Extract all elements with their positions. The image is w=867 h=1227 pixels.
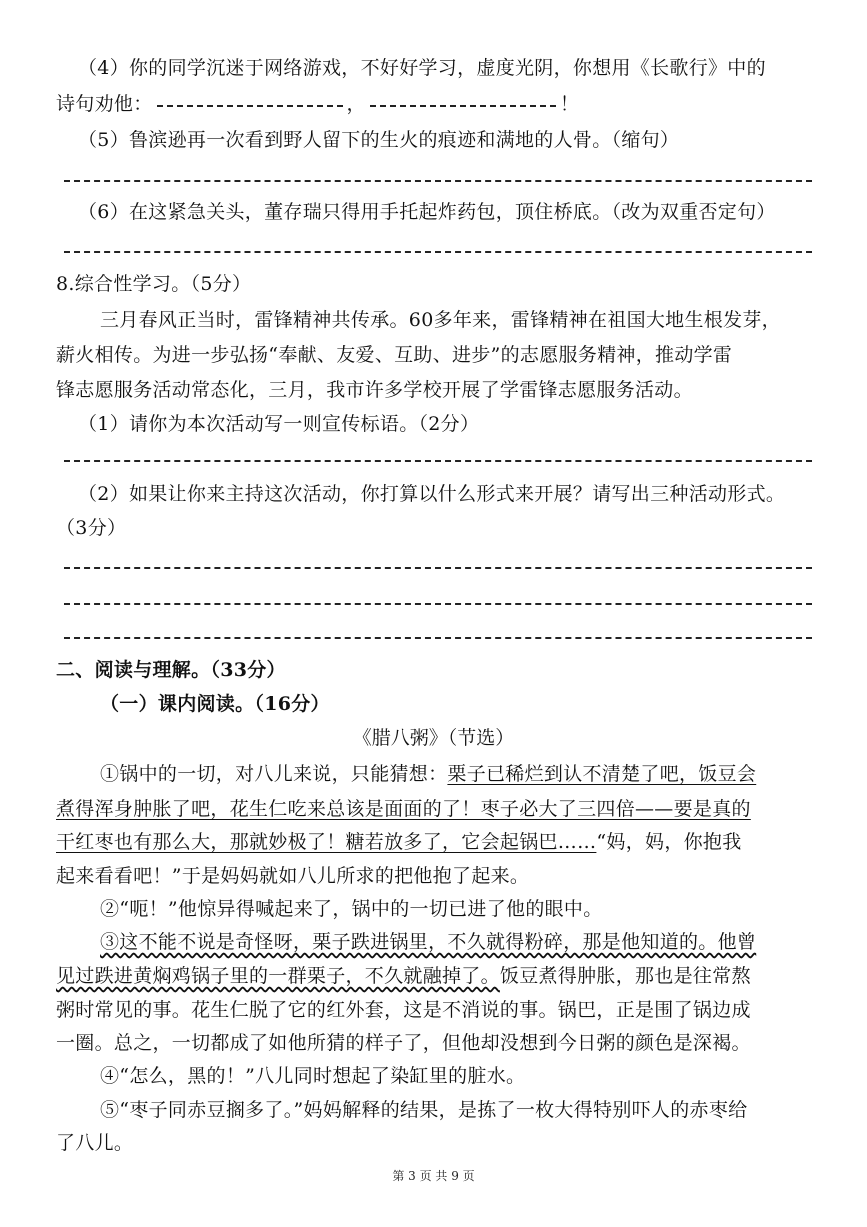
passage-p1-line3 — [56, 828, 742, 856]
passage-title: 《腊八粥》（节选） — [352, 727, 515, 749]
answer-blank[interactable] — [370, 103, 556, 107]
answer-line[interactable] — [64, 180, 812, 182]
passage-p2: ②“呃！”他惊异得喊起来了，锅中的一切已进了他的眼中。 — [100, 898, 603, 920]
answer-line[interactable] — [64, 251, 812, 253]
q8-sub1: （1）请你为本次活动写一则宣传标语。（2分） — [78, 413, 480, 435]
passage-p3-line2 — [56, 962, 751, 990]
answer-line[interactable] — [64, 460, 812, 462]
q7-item4-comma: ， — [346, 93, 366, 115]
answer-line[interactable] — [64, 567, 812, 569]
q7-item5: （5）鲁滨逊再一次看到野人留下的生火的痕迹和满地的人骨。（缩句） — [78, 129, 680, 151]
passage-text: ①锅中的一切，对八儿来说，只能猜想： — [100, 763, 448, 785]
wavy-underlined-text: 见过跌进黄焖鸡锅子里的一群栗子，不久就融掉了。 — [56, 965, 500, 987]
passage-text: “妈，妈，你抱我 — [596, 831, 742, 853]
passage-p3-line3: 粥时常见的事。花生仁脱了它的红外套，这是不消说的事。锅巴，正是围了锅边成 — [56, 999, 751, 1021]
q8-intro-line3: 锋志愿服务活动常态化，三月，我市许多学校开展了学雷锋志愿服务活动。 — [56, 379, 693, 401]
answer-line[interactable] — [64, 637, 812, 639]
section2-part1: （一）课内阅读。（16分） — [100, 693, 330, 715]
answer-blank[interactable] — [157, 103, 343, 107]
passage-p3-line1 — [100, 928, 756, 956]
q7-item4-line1: （4）你的同学沉迷于网络游戏，不好好学习，虚度光阴，你想用《长歌行》中的 — [78, 57, 766, 79]
underlined-text: 干红枣也有那么大，那就妙极了！糖若放多了，它会起锅巴…… — [56, 831, 597, 853]
answer-line[interactable] — [64, 603, 812, 605]
passage-text: 饭豆煮得肿胀，那也是往常熬 — [499, 965, 751, 987]
q8-intro-line2: 薪火相传。为进一步弘扬“奉献、友爱、互助、进步”的志愿服务精神，推动学雷 — [56, 344, 733, 366]
passage-p1-line4: 起来看看吧！”于是妈妈就如八儿所求的把他抱了起来。 — [56, 865, 530, 887]
q7-item4-line2 — [56, 90, 579, 118]
underlined-text: 煮得浑身肿胀了吧，花生仁吃来总该是面面的了！枣子必大了三四倍——要是真的 — [56, 798, 751, 820]
underlined-text: 栗子已稀烂到认不清楚了吧，饭豆会 — [447, 763, 757, 785]
q8-sub2-line2: （3分） — [56, 517, 127, 539]
section2-heading: 二、阅读与理解。（33分） — [56, 659, 286, 681]
q7-item4-prefix: 诗句劝他： — [56, 93, 153, 115]
passage-p1-line1 — [100, 760, 756, 788]
passage-p5-line1: ⑤“枣子同赤豆搁多了。”妈妈解释的结果，是拣了一枚大得特别吓人的赤枣给 — [100, 1099, 748, 1121]
q8-heading: 8.综合性学习。（5分） — [56, 273, 252, 295]
q8-intro-line1: 三月春风正当时，雷锋精神共传承。60多年来，雷锋精神在祖国大地生根发芽， — [100, 309, 781, 331]
q8-sub2-line1: （2）如果让你来主持这次活动，你打算以什么形式来开展？请写出三种活动形式。 — [78, 483, 786, 505]
passage-p4: ④“怎么，黑的！”八儿同时想起了染缸里的脏水。 — [100, 1065, 526, 1087]
page-footer: 第 3 页 共 9 页 — [392, 1169, 475, 1183]
q7-item6: （6）在这紧急关头，董存瑞只得用手托起炸药包，顶住桥底。（改为双重否定句） — [78, 201, 776, 223]
wavy-underlined-text: ③这不能不说是奇怪呀，栗子跌进锅里，不久就得粉碎，那是他知道的。他曾 — [100, 931, 757, 953]
passage-p1-line2 — [56, 795, 751, 823]
q7-item4-end: ！ — [559, 93, 580, 115]
passage-p3-line4: 一圈。总之，一切都成了如他所猜的样子了，但他却没想到今日粥的颜色是深褐。 — [56, 1032, 751, 1054]
passage-p5-line2: 了八儿。 — [56, 1132, 134, 1154]
